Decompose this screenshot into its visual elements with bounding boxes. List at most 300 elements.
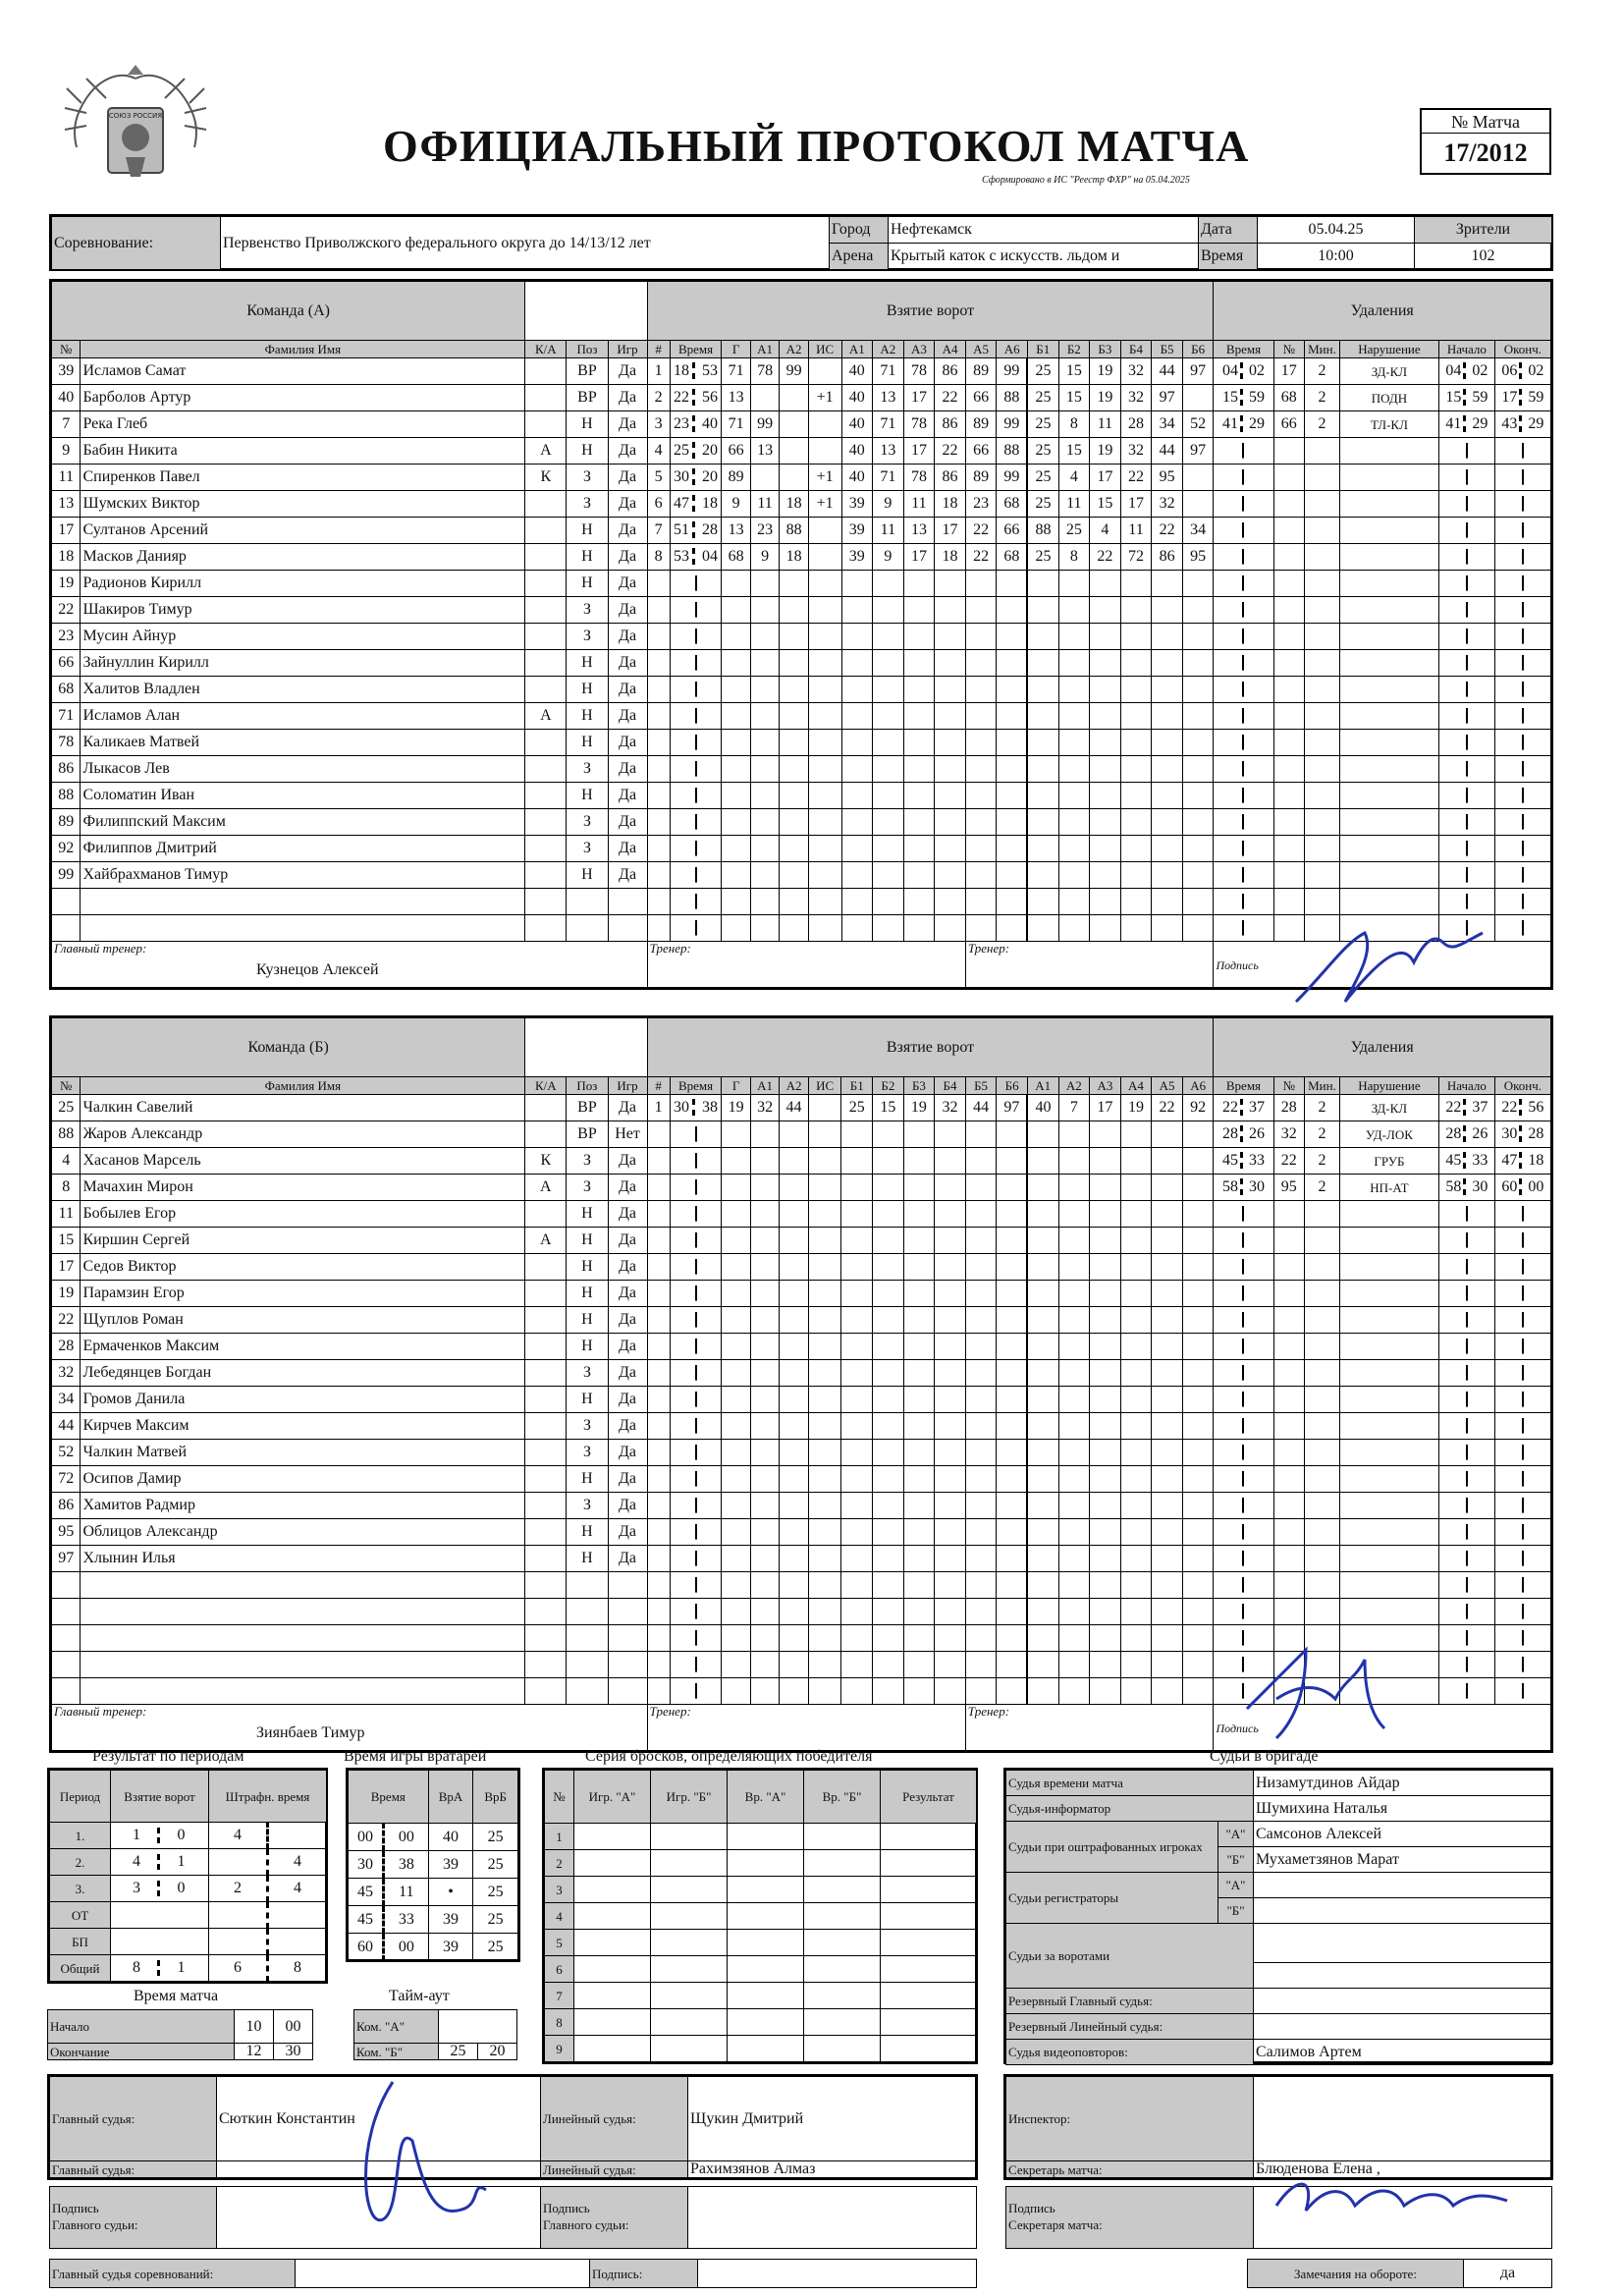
- name-header: Фамилия Имя: [81, 1077, 525, 1095]
- pen-violation: [1339, 518, 1438, 544]
- coach-label: Тренер:: [649, 941, 691, 956]
- referee-team-tag: "Б": [1218, 1898, 1254, 1924]
- on-ice-cell: [841, 730, 873, 756]
- on-ice-cell: [935, 1493, 966, 1519]
- goal-cell: [808, 1121, 841, 1148]
- on-ice-cell: [1120, 1387, 1152, 1413]
- goal-cell: [808, 1599, 841, 1625]
- pen-end: [1494, 1625, 1550, 1652]
- pen-time: [1214, 1148, 1273, 1175]
- signature-label: Подпись: [1216, 1721, 1259, 1735]
- on-ice-cell: [997, 1228, 1028, 1254]
- time-value: 10:00: [1258, 244, 1415, 270]
- player-row: [52, 1175, 1551, 1201]
- pen-min-header: Мин.: [1305, 341, 1340, 358]
- on-ice-cell: [965, 1625, 997, 1652]
- on-ice-cell: [1152, 1387, 1183, 1413]
- on-ice-cell: [1090, 1228, 1121, 1254]
- pen-end: [1494, 1121, 1550, 1148]
- on-ice-cell: [997, 703, 1028, 730]
- on-ice-cell: 39: [841, 518, 873, 544]
- player-row: [52, 597, 1551, 624]
- on-ice-cell: [841, 1387, 873, 1413]
- pen-start: [1438, 1652, 1494, 1678]
- player-captain: [525, 544, 567, 571]
- on-ice-header: Б4: [935, 1077, 966, 1095]
- goalie-min: 60: [349, 1934, 384, 1961]
- player-number: 97: [52, 1546, 81, 1572]
- pen-violation: УД-ЛОК: [1339, 1121, 1438, 1148]
- shootout-cell: [651, 2036, 728, 2062]
- player-number: 34: [52, 1387, 81, 1413]
- shootout-cell: [728, 2009, 804, 2036]
- goal-cell: [722, 1254, 750, 1281]
- pen-time: [1214, 1413, 1273, 1440]
- pen-start: [1438, 597, 1494, 624]
- on-ice-cell: [1058, 597, 1090, 624]
- on-ice-cell: [1120, 915, 1152, 942]
- player-name: Халитов Владлен: [81, 677, 525, 703]
- goal-cell: [780, 889, 808, 915]
- player-number: 28: [52, 1334, 81, 1360]
- on-ice-cell: 97: [1182, 358, 1214, 385]
- player-played: Да: [608, 1148, 647, 1175]
- referee-role: Судьи регистраторы: [1006, 1873, 1218, 1924]
- pen-num: [1273, 862, 1305, 889]
- pen-num: [1273, 1466, 1305, 1493]
- goal-cell: [722, 1652, 750, 1678]
- pen-num: [1273, 465, 1305, 491]
- on-ice-cell: [873, 1281, 904, 1307]
- period-name: 1.: [50, 1823, 111, 1849]
- shootout-cell: [728, 1850, 804, 1877]
- player-row: [52, 1440, 1551, 1466]
- notes-value: да: [1464, 2260, 1552, 2288]
- goal-index: [647, 597, 670, 624]
- on-ice-cell: [903, 1228, 935, 1254]
- goal-cell: [722, 571, 750, 597]
- on-ice-cell: [997, 1599, 1028, 1625]
- shootout-cell: [651, 1850, 728, 1877]
- on-ice-cell: [1090, 650, 1121, 677]
- pen-minutes: [1305, 1360, 1340, 1387]
- main-ref-signature: [324, 2062, 501, 2239]
- on-ice-cell: 89: [965, 358, 997, 385]
- pen-end: [1494, 836, 1550, 862]
- on-ice-cell: [1152, 677, 1183, 703]
- player-number: 44: [52, 1413, 81, 1440]
- goal-cell: [750, 730, 779, 756]
- shootout-cell: [881, 2036, 977, 2062]
- goal-cell: 68: [722, 544, 750, 571]
- on-ice-cell: 25: [1058, 518, 1090, 544]
- goal-cell: [780, 1175, 808, 1201]
- time-sec: 29: [1528, 415, 1544, 432]
- pen-time: [1214, 624, 1273, 650]
- goal-cell: [722, 862, 750, 889]
- on-ice-cell: [935, 1387, 966, 1413]
- goal-cell: [750, 1466, 779, 1493]
- pen-time: [1214, 1201, 1273, 1228]
- pen-time: [1214, 1175, 1273, 1201]
- goal-cell: [722, 1413, 750, 1440]
- on-ice-cell: 22: [935, 438, 966, 465]
- pen-minutes: 2: [1305, 1175, 1340, 1201]
- is-header: ИС: [808, 1077, 841, 1095]
- time-sec: 18: [1528, 1152, 1544, 1169]
- on-ice-cell: [1090, 1466, 1121, 1493]
- on-ice-cell: [1182, 1625, 1214, 1652]
- player-name: Хасанов Марсель: [81, 1148, 525, 1175]
- on-ice-cell: [1027, 1519, 1058, 1546]
- pen-violation-header: Нарушение: [1339, 341, 1438, 358]
- player-position: З: [567, 1413, 608, 1440]
- player-captain: [525, 1519, 567, 1546]
- goalie-a: 40: [428, 1824, 473, 1851]
- on-ice-cell: [1182, 1175, 1214, 1201]
- player-captain: [525, 624, 567, 650]
- time-separator: [692, 1099, 699, 1116]
- played-header: Игр: [608, 341, 647, 358]
- on-ice-cell: [1182, 1228, 1214, 1254]
- on-ice-cell: [1182, 597, 1214, 624]
- player-number: 88: [52, 783, 81, 809]
- goal-time: [670, 465, 722, 491]
- player-captain: [525, 1466, 567, 1493]
- player-position: Н: [567, 1546, 608, 1572]
- pen-time: [1214, 544, 1273, 571]
- on-ice-cell: [1058, 1466, 1090, 1493]
- shootout-cell: [651, 1956, 728, 1983]
- shootout-cell: [651, 1930, 728, 1956]
- player-number: 86: [52, 1493, 81, 1519]
- on-ice-cell: [873, 1254, 904, 1281]
- on-ice-cell: [903, 650, 935, 677]
- goal-time: [670, 491, 722, 518]
- pen-time: [1214, 1546, 1273, 1572]
- on-ice-cell: [1090, 1148, 1121, 1175]
- on-ice-cell: [841, 1625, 873, 1652]
- player-played: Да: [608, 544, 647, 571]
- goal-time: [670, 518, 722, 544]
- pen-num: [1273, 836, 1305, 862]
- main-ref-label: Главный судья:: [50, 2077, 217, 2161]
- goalie-sec: 33: [384, 1906, 429, 1934]
- pen-violation-header: Нарушение: [1339, 1077, 1438, 1095]
- goal-index: [647, 783, 670, 809]
- goal-cell: [722, 1440, 750, 1466]
- goals-b: 1: [177, 1853, 186, 1870]
- goal-cell: [750, 1572, 779, 1599]
- pen-violation: [1339, 809, 1438, 836]
- on-ice-cell: 25: [841, 1095, 873, 1121]
- on-ice-cell: [903, 1519, 935, 1546]
- sig-main-label: Подпись Главного судьи:: [50, 2187, 217, 2249]
- goalie-b: 25: [473, 1879, 518, 1906]
- coach-label: Тренер:: [967, 941, 1010, 956]
- on-ice-cell: [903, 889, 935, 915]
- on-ice-cell: [935, 1519, 966, 1546]
- pen-time: [1214, 703, 1273, 730]
- num-header: №: [52, 1077, 81, 1095]
- goal-cell: [808, 677, 841, 703]
- on-ice-cell: 17: [903, 385, 935, 411]
- signature-table: [49, 2186, 977, 2249]
- on-ice-cell: 44: [965, 1095, 997, 1121]
- player-captain: [525, 650, 567, 677]
- date-value: 05.04.25: [1258, 217, 1415, 244]
- on-ice-cell: [1120, 730, 1152, 756]
- time-min: 04: [1221, 362, 1238, 379]
- goal-cell: [808, 571, 841, 597]
- on-ice-cell: [965, 1413, 997, 1440]
- on-ice-cell: [965, 703, 997, 730]
- on-ice-cell: [1152, 836, 1183, 862]
- player-number: 88: [52, 1121, 81, 1148]
- player-position: Н: [567, 1387, 608, 1413]
- on-ice-cell: 97: [997, 1095, 1028, 1121]
- on-ice-cell: [1090, 756, 1121, 783]
- pen-violation: [1339, 465, 1438, 491]
- goal-cell: [722, 1121, 750, 1148]
- on-ice-cell: 15: [1058, 385, 1090, 411]
- player-row: [52, 518, 1551, 544]
- on-ice-cell: 19: [1090, 358, 1121, 385]
- on-ice-cell: [1058, 1360, 1090, 1387]
- federation-logo: [57, 59, 214, 206]
- time-separator: [1240, 362, 1247, 379]
- on-ice-cell: 11: [1058, 491, 1090, 518]
- on-ice-header: Б5: [965, 1077, 997, 1095]
- player-played: Да: [608, 1334, 647, 1360]
- goal-cell: [750, 650, 779, 677]
- sig-line-label: Подпись Главного судьи:: [541, 2187, 688, 2249]
- player-position: Н: [567, 1228, 608, 1254]
- on-ice-cell: [1152, 624, 1183, 650]
- on-ice-cell: [935, 1413, 966, 1440]
- pen-end: [1494, 1466, 1550, 1493]
- shootout-table: [544, 1770, 977, 2062]
- pen-minutes: 2: [1305, 1148, 1340, 1175]
- goal-cell: [808, 836, 841, 862]
- on-ice-cell: [997, 1307, 1028, 1334]
- goal-cell: [780, 1652, 808, 1678]
- on-ice-cell: [997, 1493, 1028, 1519]
- shootout-number: 7: [545, 1983, 574, 2009]
- player-name: [81, 1599, 525, 1625]
- city-label: Город: [830, 217, 889, 244]
- on-ice-cell: [1152, 783, 1183, 809]
- goal-cell: [808, 438, 841, 465]
- on-ice-cell: [1182, 1440, 1214, 1466]
- on-ice-cell: [935, 1148, 966, 1175]
- player-row: [52, 889, 1551, 915]
- goal-time: [670, 1493, 722, 1519]
- goal-cell: [780, 385, 808, 411]
- goals-a: 1: [117, 1828, 160, 1843]
- on-ice-cell: 19: [1090, 385, 1121, 411]
- shootout-cell: [574, 1824, 651, 1850]
- idx-header: #: [647, 341, 670, 358]
- on-ice-header: А3: [1090, 1077, 1121, 1095]
- goal-cell: [780, 1519, 808, 1546]
- on-ice-cell: [1152, 1599, 1183, 1625]
- on-ice-cell: [1058, 703, 1090, 730]
- pen-violation: ЗД-КЛ: [1339, 358, 1438, 385]
- goal-index: [647, 1652, 670, 1678]
- on-ice-cell: 25: [1027, 358, 1058, 385]
- on-ice-cell: [873, 889, 904, 915]
- on-ice-cell: 34: [1152, 411, 1183, 438]
- player-row: [52, 465, 1551, 491]
- pen-violation: [1339, 836, 1438, 862]
- pen-time: [1214, 1254, 1273, 1281]
- on-ice-cell: [1058, 1334, 1090, 1360]
- goal-time: [670, 677, 722, 703]
- goal-cell: [808, 783, 841, 809]
- on-ice-cell: [903, 1652, 935, 1678]
- goal-cell: [722, 1493, 750, 1519]
- player-played: Да: [608, 1095, 647, 1121]
- player-row: [52, 1493, 1551, 1519]
- on-ice-cell: [1027, 1652, 1058, 1678]
- on-ice-cell: 8: [1058, 544, 1090, 571]
- pen-end: [1494, 1254, 1550, 1281]
- pen-start: [1438, 756, 1494, 783]
- on-ice-cell: [1058, 1519, 1090, 1546]
- player-position: [567, 1652, 608, 1678]
- player-number: 72: [52, 1466, 81, 1493]
- referee-name: [1254, 1989, 1552, 2014]
- on-ice-cell: [1152, 571, 1183, 597]
- pen-time: [1214, 1466, 1273, 1493]
- goal-cell: [780, 1466, 808, 1493]
- goals-a: 8: [117, 1960, 160, 1976]
- goal-cell: 13: [722, 518, 750, 544]
- pen-end: [1494, 1599, 1550, 1625]
- player-name: Чалкин Савелий: [81, 1095, 525, 1121]
- pen-num: [1273, 624, 1305, 650]
- on-ice-cell: [903, 1413, 935, 1440]
- goal-cell: [750, 915, 779, 942]
- goal-cell: [808, 703, 841, 730]
- goal-cell: [808, 1228, 841, 1254]
- on-ice-cell: [1152, 915, 1183, 942]
- player-played: [608, 1678, 647, 1705]
- period-name: ОТ: [50, 1902, 111, 1929]
- time-separator: [692, 389, 699, 406]
- player-played: Да: [608, 1201, 647, 1228]
- player-name: Громов Данила: [81, 1387, 525, 1413]
- shootout-cell: [804, 1956, 881, 1983]
- goal-time: [670, 1121, 722, 1148]
- pen-time: [1214, 491, 1273, 518]
- on-ice-cell: [1027, 650, 1058, 677]
- on-ice-cell: [1182, 730, 1214, 756]
- goalie-a: 39: [428, 1851, 473, 1879]
- on-ice-cell: [1090, 1307, 1121, 1334]
- player-row: [52, 438, 1551, 465]
- on-ice-cell: 99: [997, 411, 1028, 438]
- on-ice-cell: 13: [903, 518, 935, 544]
- on-ice-cell: [1058, 1228, 1090, 1254]
- time-min: 58: [1445, 1178, 1462, 1195]
- player-name: Исламов Алан: [81, 703, 525, 730]
- on-ice-cell: [935, 756, 966, 783]
- goal-cell: 71: [722, 411, 750, 438]
- on-ice-cell: 25: [1027, 491, 1058, 518]
- player-captain: [525, 1121, 567, 1148]
- pen-start: [1438, 1148, 1494, 1175]
- on-ice-cell: 78: [903, 465, 935, 491]
- goal-cell: [808, 1281, 841, 1307]
- pen-a: 4: [209, 1823, 268, 1849]
- on-ice-cell: [997, 1625, 1028, 1652]
- goal-time: [670, 1175, 722, 1201]
- on-ice-cell: [1090, 730, 1121, 756]
- on-ice-cell: [903, 1334, 935, 1360]
- player-played: Да: [608, 730, 647, 756]
- goal-cell: [750, 1307, 779, 1334]
- goal-time: [670, 597, 722, 624]
- on-ice-cell: [1027, 1678, 1058, 1705]
- on-ice-cell: 71: [873, 465, 904, 491]
- goal-cell: [750, 677, 779, 703]
- on-ice-cell: 88: [997, 438, 1028, 465]
- pen-minutes: [1305, 1493, 1340, 1519]
- pen-start: [1438, 889, 1494, 915]
- goal-cell: [750, 783, 779, 809]
- goal-time: [670, 1307, 722, 1334]
- on-ice-cell: [965, 1360, 997, 1387]
- match-number-box: [1420, 108, 1551, 175]
- on-ice-cell: [903, 1281, 935, 1307]
- goal-cell: [750, 1440, 779, 1466]
- pen-end: [1494, 597, 1550, 624]
- time-separator: [1463, 1099, 1470, 1116]
- goal-cell: [808, 1334, 841, 1360]
- shootout-number: 9: [545, 2036, 574, 2062]
- player-position: З: [567, 465, 608, 491]
- penalties-header: Удаления: [1214, 282, 1551, 341]
- on-ice-cell: 11: [903, 491, 935, 518]
- player-name: Спиренков Павел: [81, 465, 525, 491]
- time-separator: [1240, 1099, 1247, 1116]
- pen-start: [1438, 1493, 1494, 1519]
- on-ice-cell: [1182, 1121, 1214, 1148]
- player-name: Облицов Александр: [81, 1519, 525, 1546]
- match-start-label: Начало: [48, 2010, 235, 2044]
- shootout-number: 6: [545, 1956, 574, 1983]
- player-number: [52, 915, 81, 942]
- on-ice-header: А5: [1152, 1077, 1183, 1095]
- pen-violation: [1339, 1493, 1438, 1519]
- player-row: [52, 1228, 1551, 1254]
- pen-time: [1214, 1519, 1273, 1546]
- on-ice-cell: [1090, 1493, 1121, 1519]
- on-ice-cell: [935, 1572, 966, 1599]
- pen-minutes: [1305, 1599, 1340, 1625]
- goal-index: [647, 1175, 670, 1201]
- player-played: [608, 1625, 647, 1652]
- pen-end: [1494, 1519, 1550, 1546]
- pen-violation: [1339, 783, 1438, 809]
- on-ice-cell: [1120, 809, 1152, 836]
- match-start-hours: 10: [235, 2010, 274, 2044]
- on-ice-cell: 11: [1090, 411, 1121, 438]
- penalties-header: Удаления: [1214, 1018, 1551, 1077]
- pen-num: [1273, 491, 1305, 518]
